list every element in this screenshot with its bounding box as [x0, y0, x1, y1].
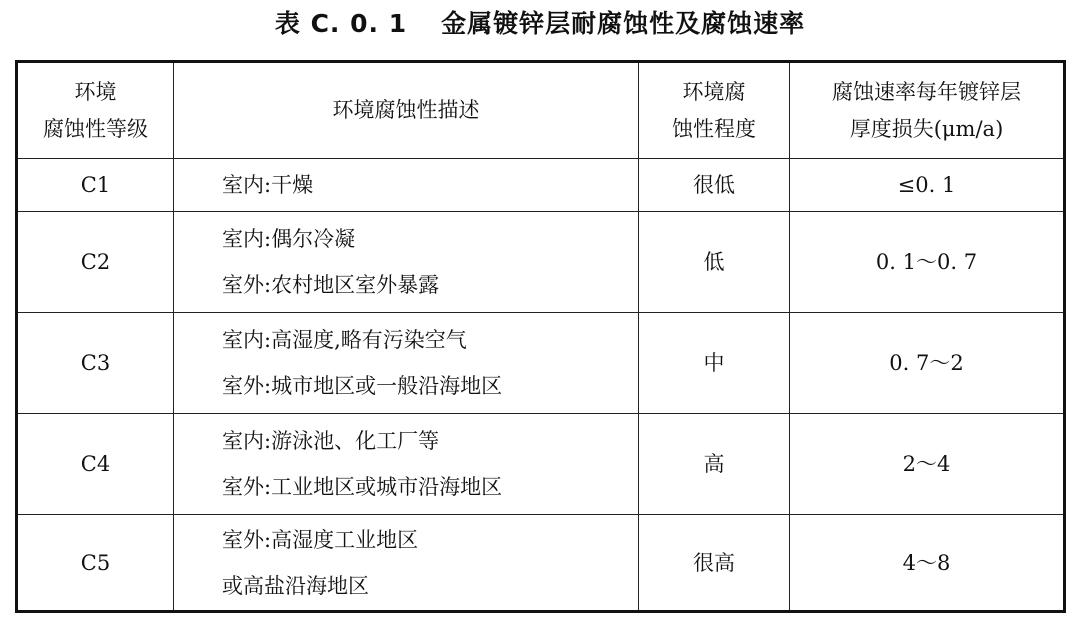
- header-grade-line2: 腐蚀性等级: [43, 116, 148, 141]
- rate-cell: 0. 7～2: [790, 313, 1065, 414]
- rate-cell: 0. 1～0. 7: [790, 212, 1065, 313]
- description-line: 室外:高湿度工业地区: [222, 527, 419, 552]
- grade-cell: C4: [17, 414, 174, 515]
- description-line: 室外:工业地区或城市沿海地区: [222, 475, 503, 499]
- description-line: 室外:农村地区室外暴露: [222, 273, 440, 297]
- table-title: [0, 4, 1080, 44]
- header-rate-line2: 厚度损失(μm/a): [849, 116, 1004, 141]
- table-row: [17, 313, 1065, 414]
- description-line: 室内:游泳池、化工厂等: [222, 429, 440, 453]
- degree-cell: 高: [639, 414, 790, 515]
- table-row: [17, 159, 1065, 212]
- description-line: 或高盐沿海地区: [222, 573, 369, 598]
- grade-cell: C5: [17, 515, 174, 612]
- table-row: [17, 414, 1065, 515]
- degree-cell: 很低: [639, 159, 790, 212]
- header-degree-line1: 环境腐: [682, 79, 746, 104]
- description-cell: [174, 212, 639, 313]
- grade-cell: C1: [17, 159, 174, 212]
- description-line: 室内:偶尔冷凝: [222, 227, 356, 251]
- degree-cell: 很高: [639, 515, 790, 612]
- table-row: [17, 515, 1065, 612]
- header-grade: [17, 62, 174, 159]
- header-rate: [790, 62, 1065, 159]
- header-degree: [639, 62, 790, 159]
- corrosion-table: [15, 60, 1066, 613]
- rate-cell: 4～8: [790, 515, 1065, 612]
- table-row: [17, 212, 1065, 313]
- header-degree-line2: 蚀性程度: [672, 116, 756, 141]
- table-caption: 金属镀锌层耐腐蚀性及腐蚀速率: [441, 9, 806, 38]
- description-line: 室内:干燥: [222, 173, 314, 197]
- description-line: 室内:高湿度,略有污染空气: [222, 328, 467, 352]
- rate-cell: ≤0. 1: [790, 159, 1065, 212]
- degree-cell: 低: [639, 212, 790, 313]
- table-number: 表 C. 0. 1: [274, 9, 408, 38]
- description-cell: [174, 159, 639, 212]
- description-cell: [174, 313, 639, 414]
- header-description: 环境腐蚀性描述: [174, 62, 639, 159]
- header-row: [17, 62, 1065, 159]
- rate-cell: 2～4: [790, 414, 1065, 515]
- description-cell: [174, 515, 639, 612]
- grade-cell: C3: [17, 313, 174, 414]
- description-line: 室外:城市地区或一般沿海地区: [222, 374, 503, 398]
- degree-cell: 中: [639, 313, 790, 414]
- header-grade-line1: 环境: [74, 79, 117, 104]
- description-cell: [174, 414, 639, 515]
- header-rate-line1: 腐蚀速率每年镀锌层: [832, 79, 1021, 104]
- grade-cell: C2: [17, 212, 174, 313]
